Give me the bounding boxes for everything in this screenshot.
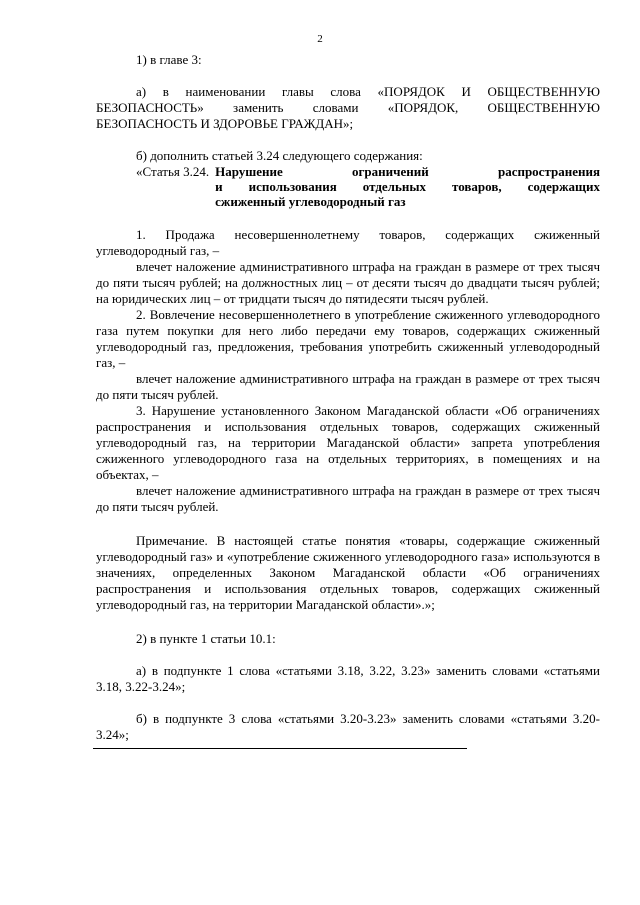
paragraph-subitem-3: б) в подпункте 3 слова «статьями 3.20-3.23» заменить словами «статьями 3.20-3.24»; <box>96 711 600 742</box>
paragraph-chapter-3: 1) в главе 3: <box>136 52 202 67</box>
article-title-line: и использования отдельных товаров, содержащих <box>215 179 600 194</box>
document-body <box>96 52 600 743</box>
paragraph-subitem-1: а) в подпункте 1 слова «статьями 3.18, 3.22, 3.23» заменить словами «статьями 3.18, 3.22-3.24»; <box>96 663 600 694</box>
article-title <box>215 164 600 209</box>
article-heading <box>96 164 600 209</box>
page-number: 2 <box>317 33 323 45</box>
paragraph-article-10-1: 2) в пункте 1 статьи 10.1: <box>136 631 276 646</box>
article-item-3-penalty: влечет наложение административного штрафа на граждан в размере от трех тысяч до пяти тысяч рублей. <box>96 483 600 514</box>
paragraph-rename-chapter: а) в наименовании главы слова «ПОРЯДОК И ОБЩЕСТВЕННУЮ БЕЗОПАСНОСТЬ» заменить словами «ПОРЯДОК, ОБЩЕСТВЕННУЮ БЕЗОПАСНОСТЬ И ЗДОРОВЬЕ ГРАЖДАН»; <box>96 84 600 131</box>
article-item-2-penalty: влечет наложение административного штрафа на граждан в размере от трех тысяч до пяти тысяч рублей. <box>96 371 600 402</box>
article-item-2: 2. Вовлечение несовершеннолетнего в употребление сжиженного углеводородного газа путем покупки для него либо передачи ему товаров, содержащих сжиженный углеводородный газ, предложения, требования употребить сжиженный углеводородный газ, – <box>96 307 600 370</box>
horizontal-rule <box>93 748 467 749</box>
paragraph-add-article: б) дополнить статьей 3.24 следующего содержания: <box>136 148 423 163</box>
article-number: «Статья 3.24. <box>136 164 210 179</box>
article-title-line: сжиженный углеводородный газ <box>215 194 406 209</box>
article-note: Примечание. В настоящей статье понятия «товары, содержащие сжиженный углеводородный газ» и «употребление сжиженного углеводородного газа» используются в значениях, определенных Законом Магаданской области «Об ограничениях распространения и использования отдельных товаров, содержащих сжиженный углеводородный газ, на территории Магаданской области».»; <box>96 533 600 612</box>
article-item-1: 1. Продажа несовершеннолетнему товаров, содержащих сжиженный углеводородный газ, – <box>96 227 600 258</box>
article-title-line: Нарушение ограничений распространения <box>215 164 600 179</box>
article-item-3: 3. Нарушение установленного Законом Магаданской области «Об ограничениях распространения и использования отдельных товаров, содержащих сжиженный углеводородный газ, на территории Магаданской области» запрета употребления сжиженного углеводородного газа на отдельных территориях, в помещениях и на объектах, – <box>96 403 600 482</box>
article-item-1-penalty: влечет наложение административного штрафа на граждан в размере от трех тысяч до пяти тысяч рублей; на должностных лиц – от десяти тысяч до двадцати тысяч рублей; на юридических лиц – от тридцати тысяч до пятидесяти тысяч рублей. <box>96 259 600 306</box>
